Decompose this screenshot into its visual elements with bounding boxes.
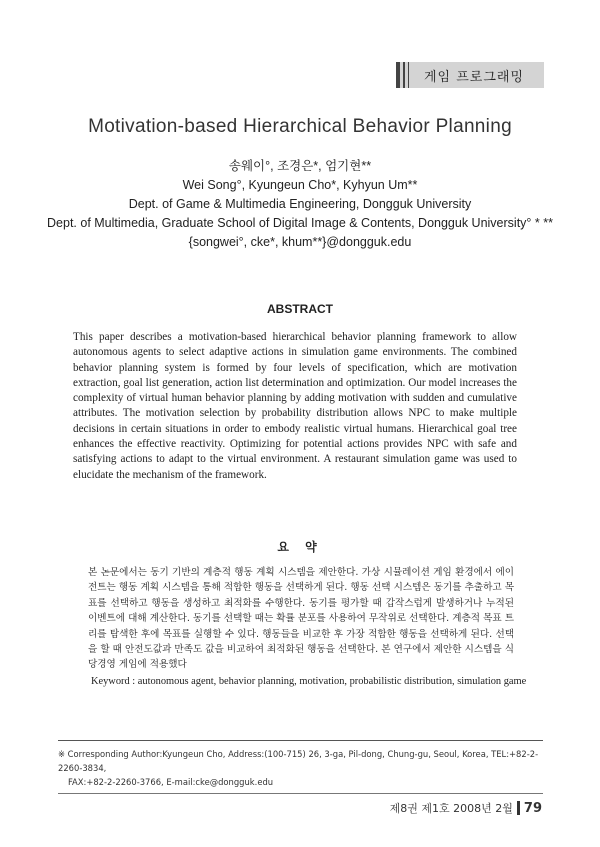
footnote-line-1: ※ Corresponding Author:Kyungeun Cho, Address:(100-715) 26, 3-ga, Pil-dong, Chung-gu, Seoul, Korea, TEL:+82-2-2260-3834, — [58, 749, 539, 773]
author-block — [0, 157, 600, 252]
footnote-divider — [58, 740, 543, 741]
affiliation-2: Dept. of Multimedia, Graduate School of Digital Image & Contents, Dongguk University° * ** — [47, 216, 553, 230]
author-names-english: Wei Song°, Kyungeun Cho*, Kyhyun Um** — [182, 178, 418, 192]
footnote-line-2: FAX:+82-2-2260-3766, E-mail:cke@dongguk.edu — [68, 777, 274, 787]
keyword-text: autonomous agent, behavior planning, motivation, probabilistic distribution, simulation game — [137, 676, 527, 687]
paper-title: Motivation-based Hierarchical Behavior Planning — [88, 116, 512, 137]
section-tag — [396, 62, 544, 88]
author-names-korean: 송웨이°, 조경은*, 엄기현** — [228, 159, 372, 173]
page-footer-divider — [58, 793, 543, 794]
section-tag-bars-icon — [396, 62, 409, 88]
affiliation-1: Dept. of Game & Multimedia Engineering, Dongguk University — [128, 197, 472, 211]
korean-abstract-body: 본 논문에서는 동기 기반의 계층적 행동 계획 시스템을 제안한다. 가상 시뮬레이션 게임 환경에서 에이전트는 행동 계획 시스템을 통해 적합한 행동을 선택하게 된다. 행동 선택 시스템은 동기를 추출하고 목표를 선택하고 행동을 생성하고 최적화를 수행한다. 동기를 평가할 때 갑작스럽게 발생하거나 누적된 이벤트에 대해 계산한다. 동기를 선택할 때는 확률 분포를 사용하여 무작위로 선택한다. 계층적 목표 트리를 탐색한 후에 목표를 실행할 수 있다. 행동들을 비교한 후 가장 적합한 행동을 선택하게 된다. 선택을 할 때 안전도값과 만족도 값을 비교하여 최적화된 행동을 선택한다. 본 연구에서 제안한 시스템을 식당경영 게임에 적용했다 — [88, 567, 514, 671]
issue-info: 제8권 제1호 2008년 2월 — [389, 802, 513, 815]
author-emails: {songwei°, cke*, khum**}@dongguk.edu — [188, 235, 412, 249]
keyword-line — [91, 676, 531, 687]
footer-bar-icon — [517, 801, 520, 815]
abstract-body: This paper describes a motivation-based hierarchical behavior planning framework to allow autonomous agents to select adaptive actions in simulation game environments. The combined behavior planning system is formed by four levels of specification, which are motivation extraction, goal list generation, action list determination and optimization. Our model increases the complexity of virtual human behavior planning by adding motivation with sudden and cumulative attributes. The motivation selection by probability distribution allows NPC to make multiple decisions in certain situations in order to embody realistic virtual humans. Hierarchical goal tree enhances the effective reactivity. Optimizing for potential actions provides NPC with safe and satisfying actions to adapt to the virtual environment. A restaurant simulation game was used to elucidate the mechanism of the framework. — [73, 331, 517, 481]
keyword-label: Keyword : — [91, 676, 136, 687]
korean-abstract-heading: 요 약 — [277, 540, 323, 554]
page-footer — [390, 800, 542, 816]
section-tag-label: 게임 프로그래밍 — [424, 70, 525, 85]
footnote — [58, 747, 548, 789]
page-number: 79 — [523, 800, 542, 816]
abstract-heading: ABSTRACT — [267, 302, 333, 316]
